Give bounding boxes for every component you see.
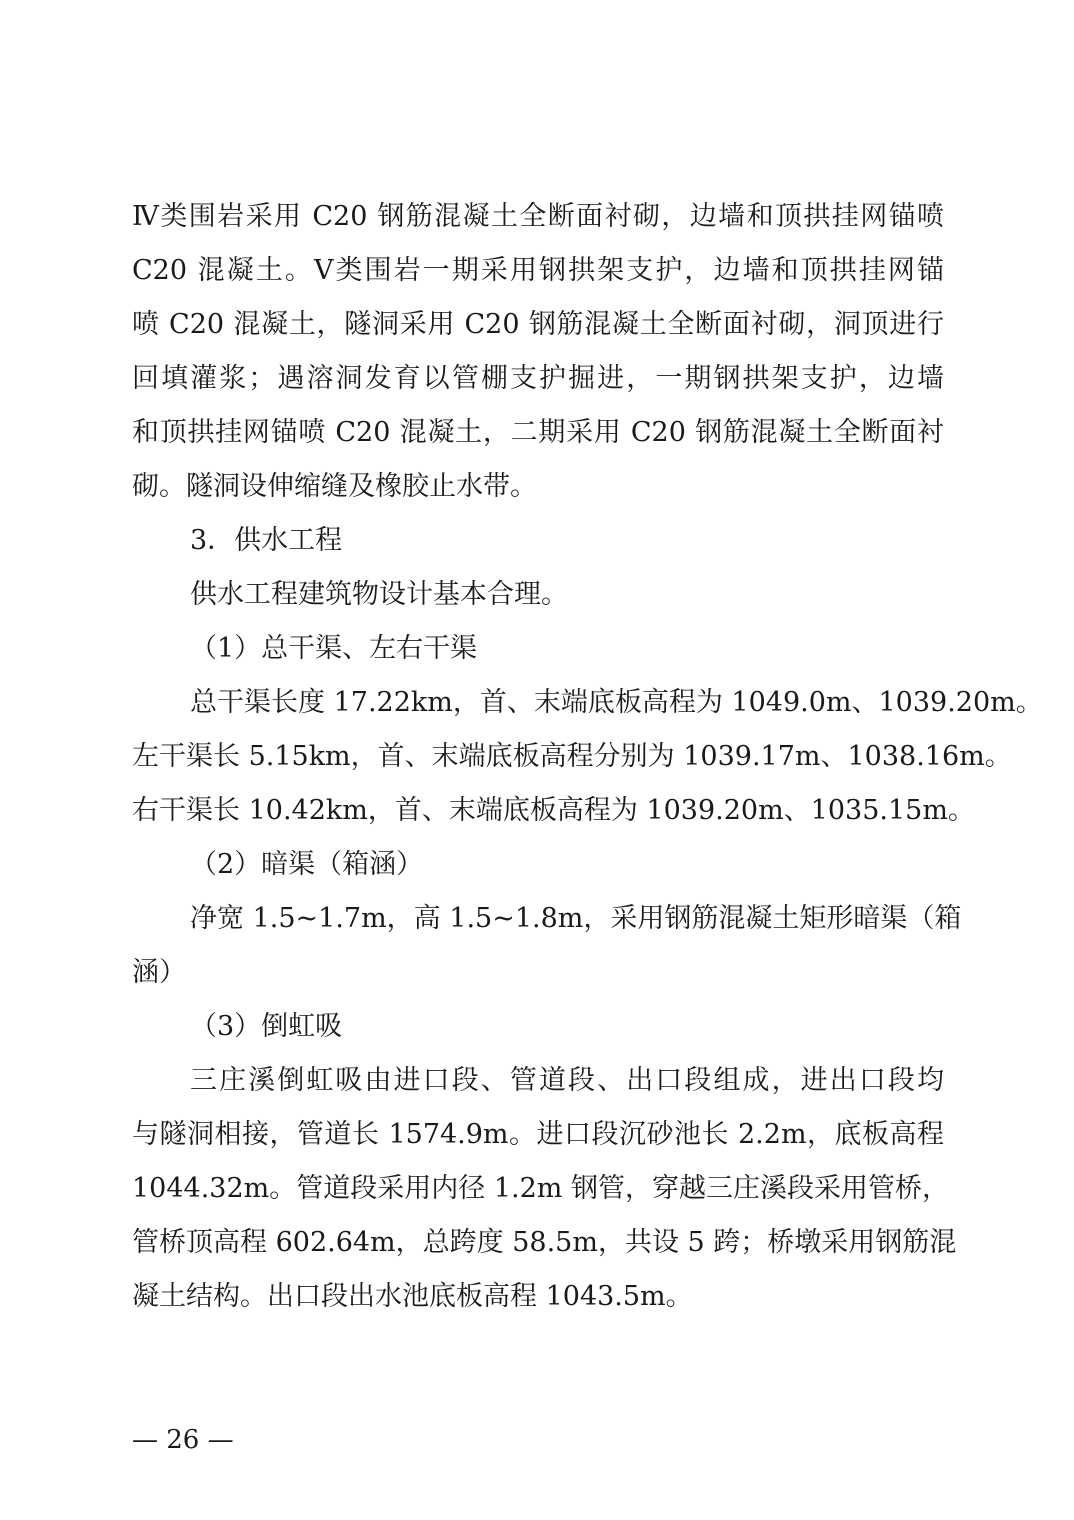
paragraph-line: 管桥顶高程 602.64m，总跨度 58.5m，共设 5 跨；桥墩采用钢筋混 <box>132 1227 957 1258</box>
paragraph-line: 砌。隧洞设伸缩缝及橡胶止水带。 <box>132 471 537 502</box>
section-heading: 3．供水工程 <box>190 525 343 556</box>
subsection-heading-main-canals: （1）总干渠、左右干渠 <box>190 633 478 664</box>
paragraph-line: 凝土结构。出口段出水池底板高程 1043.5m。 <box>132 1281 693 1312</box>
paragraph-line: 右干渠长 10.42km，首、末端底板高程为 1039.20m、1035.15m。 <box>132 795 975 826</box>
paragraph-line: 三庄溪倒虹吸由进口段、管道段、出口段组成，进出口段均 <box>190 1065 944 1096</box>
paragraph-line: 与隧洞相接，管道长 1574.9m。进口段沉砂池长 2.2m，底板高程 <box>132 1119 944 1150</box>
paragraph-line: 左干渠长 5.15km，首、末端底板高程分别为 1039.17m、1038.16m。 <box>132 741 1012 772</box>
paragraph-line: 喷 C20 混凝土，隧洞采用 C20 钢筋混凝土全断面衬砌，洞顶进行 <box>132 309 944 340</box>
section-intro: 供水工程建筑物设计基本合理。 <box>190 579 568 610</box>
paragraph-line: 总干渠长度 17.22km，首、末端底板高程为 1049.0m、1039.20m。 <box>190 687 1043 718</box>
paragraph-line: 和顶拱挂网锚喷 C20 混凝土，二期采用 C20 钢筋混凝土全断面衬 <box>132 417 944 448</box>
body-text <box>132 190 1043 1324</box>
paragraph-line: 净宽 1.5~1.7m，高 1.5~1.8m，采用钢筋混凝土矩形暗渠（箱 <box>190 903 962 934</box>
paragraph-line: 1044.32m。管道段采用内径 1.2m 钢管，穿越三庄溪段采用管桥， <box>132 1173 949 1204</box>
paragraph-line: C20 混凝土。Ⅴ类围岩一期采用钢拱架支护，边墙和顶拱挂网锚 <box>132 255 944 286</box>
subsection-heading-inverted-siphon: （3）倒虹吸 <box>190 1011 343 1042</box>
paragraph-line: 涵） <box>132 957 186 988</box>
paragraph-line: 回填灌浆；遇溶洞发育以管棚支护掘进，一期钢拱架支护，边墙 <box>132 363 944 394</box>
paragraph-line: Ⅳ类围岩采用 C20 钢筋混凝土全断面衬砌，边墙和顶拱挂网锚喷 <box>132 201 944 232</box>
subsection-heading-box-culvert: （2）暗渠（箱涵） <box>190 849 424 880</box>
page-number: — 26 — <box>132 1425 234 1455</box>
